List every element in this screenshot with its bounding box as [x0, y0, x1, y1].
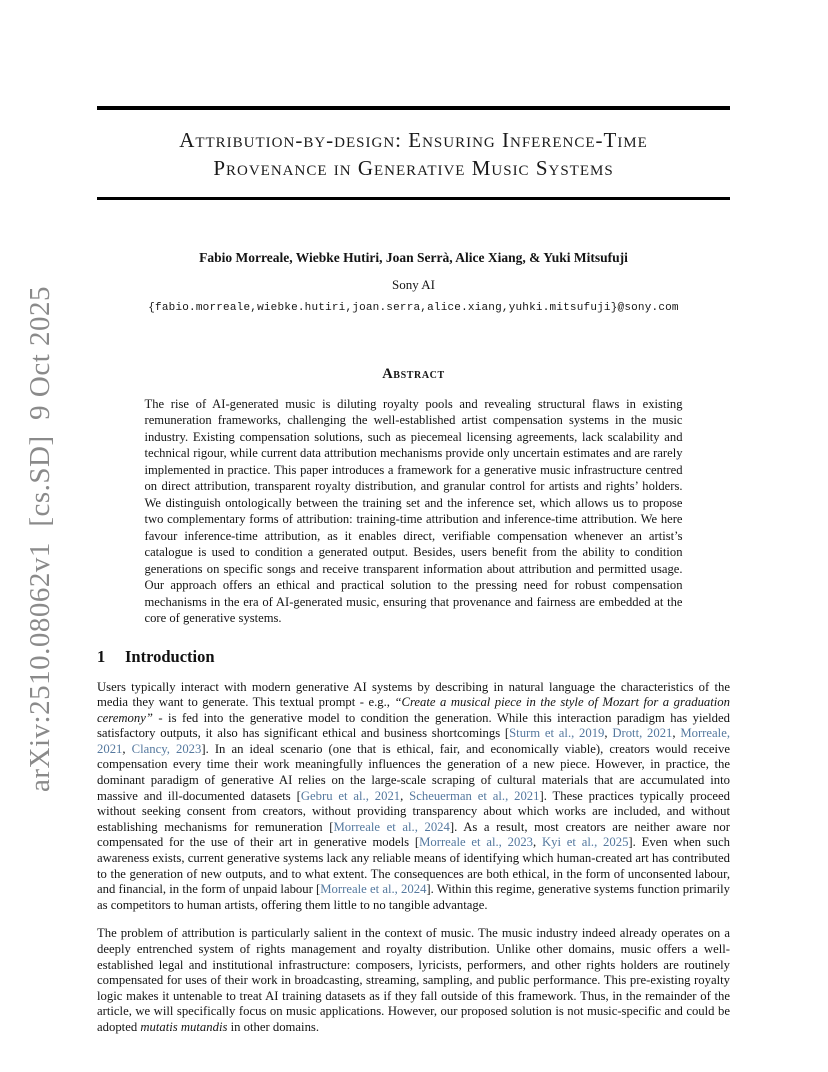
- citation-link[interactable]: Kyi et al., 2025: [541, 835, 629, 850]
- citation-link[interactable]: Drott, 2021: [612, 726, 673, 741]
- text-run: ,: [604, 726, 613, 741]
- citation-link[interactable]: Morreale, 2021: [97, 726, 730, 756]
- paper-title-line-2: Provenance in Generative Music Systems: [213, 156, 614, 180]
- text-run: Users typically interact with modern generative AI systems by describing in natural language the characteristics of the media they want to generate. This textual prompt - e.g.,: [97, 679, 730, 710]
- citation-link[interactable]: Morreale et al., 2024: [320, 882, 427, 897]
- text-run: ]. In an ideal scenario (one that is ethical, fair, and economically viable), creators would receive compensation every time their work meaningfully influences the generation of a new piece. However, in practice, the dominant paradigm of generative AI relies on the large-scale scraping of cultural materials that are accumulated into massive and ill-documented datasets [: [97, 741, 731, 803]
- citation-link[interactable]: Morreale et al., 2024: [333, 819, 450, 834]
- abstract-text: The rise of AI-generated music is diluting royalty pools and revealing structural flaws in existing remuneration frameworks, challenging the well-established artist compensation systems in the music industry. Existing compensation solutions, such as piecemeal licensing agreements, lack scalability and technical rigour, while current data attribution mechanisms provide only uncertain estimates and are rarely implemented in practice. This paper introduces a framework for a generative music infrastructure centred on direct attribution, transparent royalty distribution, and granular control for artists and rights’ holders. We distinguish ontologically between the training set and the inference set, which allows us to propose two complementary forms of attribution: training-time attribution and inference-time attribution. We here favour inference-time attribution, as it enables direct, verifiable compensation whenever an artist’s catalogue is used to condition a generated output. Besides, users benefit from the ability to condition generations on specific songs and receive transparent information about attribution and permitted usage. Our approach offers an ethical and practical solution to the pressing need for robust compensation mechanisms in the era of AI-generated music, ensuring that provenance and fairness are embedded at the core of generative systems.: [144, 396, 683, 625]
- citation-link[interactable]: Scheuerman et al., 2021: [409, 788, 540, 803]
- text-run: - is fed into the generative model to condition the generation. While this interaction paradigm has yielded satisfactory outputs, it also has significant ethical and business shortcomings [: [97, 710, 730, 741]
- text-run: ,: [672, 726, 681, 741]
- text-run: ,: [533, 835, 542, 850]
- citation-link[interactable]: Morreale et al., 2023: [419, 835, 534, 850]
- text-run: in other domains.: [227, 1019, 320, 1034]
- text-run: ,: [400, 788, 410, 803]
- citation-link[interactable]: Clancy, 2023: [131, 741, 202, 756]
- title-rule-top: [97, 106, 730, 110]
- text-run: The problem of attribution is particularly salient in the context of music. The music industry indeed already operates on a deeply entrenched system of rights management and royalty distribution. Unlike other domains, music offers a well-established legal and institutional infrastructure: composers, lyricists, performers, and other rights holders are routinely compensated for uses of their work in broadcasting, streaming, sampling, and public performance. This pre-existing royalty logic makes it untenable to treat AI training datasets as if they fall outside of this framework. Thus, in the remainder of the article, we will specifically focus on music applications. However, our proposed solution is not music-specific and could be adopted: [97, 926, 730, 1034]
- arxiv-identifier: arXiv:2510.08062v1 [cs.SD] 9 Oct 2025: [24, 285, 56, 792]
- text-run: ,: [122, 741, 132, 756]
- citation-link[interactable]: Gebru et al., 2021: [300, 788, 401, 803]
- paper-title-line-1: Attribution-by-design: Ensuring Inference-Time: [179, 128, 648, 152]
- abstract-heading: Abstract: [382, 365, 445, 382]
- section-heading-introduction: [97, 647, 730, 667]
- section-number: 1: [97, 646, 106, 666]
- title-rule-bottom: [97, 197, 730, 200]
- text-run: ]. Even when such awareness exists, current generative systems lack any reliable means of identifying which human-created art has contributed to the generation of new outputs, and to what extent. The consequences are both ethical, in the form of unconsented labour, and financial, in the form of unpaid labour [: [97, 835, 730, 897]
- intro-paragraph-2: [97, 926, 730, 1035]
- section-title: Introduction: [125, 646, 215, 666]
- intro-paragraph-1: [97, 680, 730, 914]
- text-run: ]. Within this regime, generative systems function primarily as competitors to human artists, offering them little to no tangible advantage.: [97, 882, 730, 912]
- text-run: ]. These practices typically proceed without seeking consent from creators, without providing transparency about which works are included, and without establishing mechanisms for remuneration [: [97, 788, 730, 834]
- italic-text: “Create a musical piece in the style of Mozart for a graduation ceremony”: [97, 695, 730, 725]
- text-run: ]. As a result, most creators are neither aware nor compensated for the use of their art in generative models [: [97, 819, 730, 850]
- citation-link[interactable]: Sturm et al., 2019: [509, 726, 605, 741]
- italic-text: mutatis mutandis: [140, 1019, 228, 1034]
- email-line: {fabio.morreale,wiebke.hutiri,joan.serra,alice.xiang,yuhki.mitsufuji}@sony.com: [148, 301, 679, 314]
- paper-title: [97, 126, 730, 182]
- affiliation: Sony AI: [392, 276, 435, 292]
- paper-content: [97, 106, 730, 1036]
- authors-line: Fabio Morreale, Wiebke Hutiri, Joan Serrà, Alice Xiang, & Yuki Mitsufuji: [199, 249, 628, 265]
